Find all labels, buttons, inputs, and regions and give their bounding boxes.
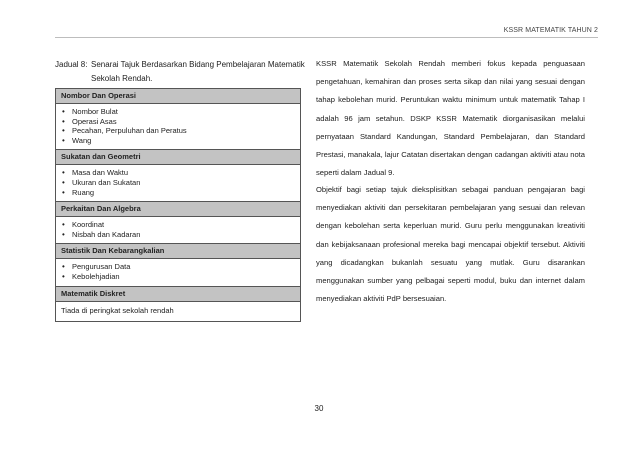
section-heading-statistik: Statistik Dan Kebarangkalian — [56, 244, 300, 259]
topic-list — [61, 107, 295, 145]
caption-text: Senarai Tajuk Berdasarkan Bidang Pembelajaran Matematik Sekolah Rendah. — [91, 60, 305, 83]
paragraph-kssr-overview: KSSR Matematik Sekolah Rendah memberi fokus kepada penguasaan pengetahuan, kemahiran dan proses serta sikap dan nilai yang sesuai dengan tahap kebolehan murid. Peruntukan waktu minimum untuk matematik Tahap I adalah 96 jam setahun. DSKP KSSR Matematik diorganisasikan melalui pernyataan Standard Kandungan, Standard Pembelajaran, dan Standard Prestasi, manakala, lajur Catatan disertakan dengan cadangan aktiviti atau nota seperti dalam Jadual 9. — [316, 59, 585, 178]
section-heading-diskret: Matematik Diskret — [56, 287, 300, 302]
section-heading-nombor: Nombor Dan Operasi — [56, 89, 300, 104]
list-item: • Pecahan, Perpuluhan dan Peratus — [61, 126, 295, 136]
list-item: • Koordinat — [61, 220, 295, 230]
learning-areas-table — [55, 88, 301, 322]
list-item: • Nombor Bulat — [61, 107, 295, 117]
section-note: Tiada di peringkat sekolah rendah — [61, 305, 174, 315]
list-item: • Pengurusan Data — [61, 262, 295, 272]
section-heading-algebra: Perkaitan Dan Algebra — [56, 202, 300, 217]
topic-list — [61, 262, 295, 281]
list-item: • Operasi Asas — [61, 117, 295, 127]
section-body-diskret — [56, 302, 300, 321]
list-item: • Nisbah dan Kadaran — [61, 230, 295, 240]
list-item: • Masa dan Waktu — [61, 168, 295, 178]
list-item: • Ukuran dan Sukatan — [61, 178, 295, 188]
page-number: 30 — [314, 404, 324, 413]
section-body-statistik — [56, 259, 300, 286]
section-heading-sukatan: Sukatan dan Geometri — [56, 150, 300, 165]
table-caption — [55, 58, 305, 86]
list-item: • Ruang — [61, 188, 295, 198]
list-item: • Wang — [61, 136, 295, 146]
section-body-algebra — [56, 217, 300, 244]
paragraph-objectives: Objektif bagi setiap tajuk dieksplisitkan sebagai panduan pengajaran bagi menyediakan aktiviti dan persekitaran pembelajaran yang sesuai dan relevan dengan kebolehan serta keperluan murid. Guru perlu menggunakan kreativiti dan kebijaksanaan profesional mereka bagi mencapai objektif tersebut. Aktiviti yang dicadangkan bukanlah sesuatu yang mutlak. Guru disarankan menggunakan sumber yang pelbagai seperti modul, buku dan internet dalam menyediakan aktiviti PdP bersesuaian. — [316, 185, 585, 304]
section-body-sukatan — [56, 165, 300, 202]
caption-label: Jadual 8: — [55, 60, 88, 69]
list-item: • Kebolehjadian — [61, 272, 295, 282]
section-body-nombor — [56, 104, 300, 150]
header-rule — [55, 37, 598, 38]
topic-list — [61, 220, 295, 239]
topic-list — [61, 168, 295, 197]
running-header: KSSR MATEMATIK TAHUN 2 — [503, 27, 598, 34]
